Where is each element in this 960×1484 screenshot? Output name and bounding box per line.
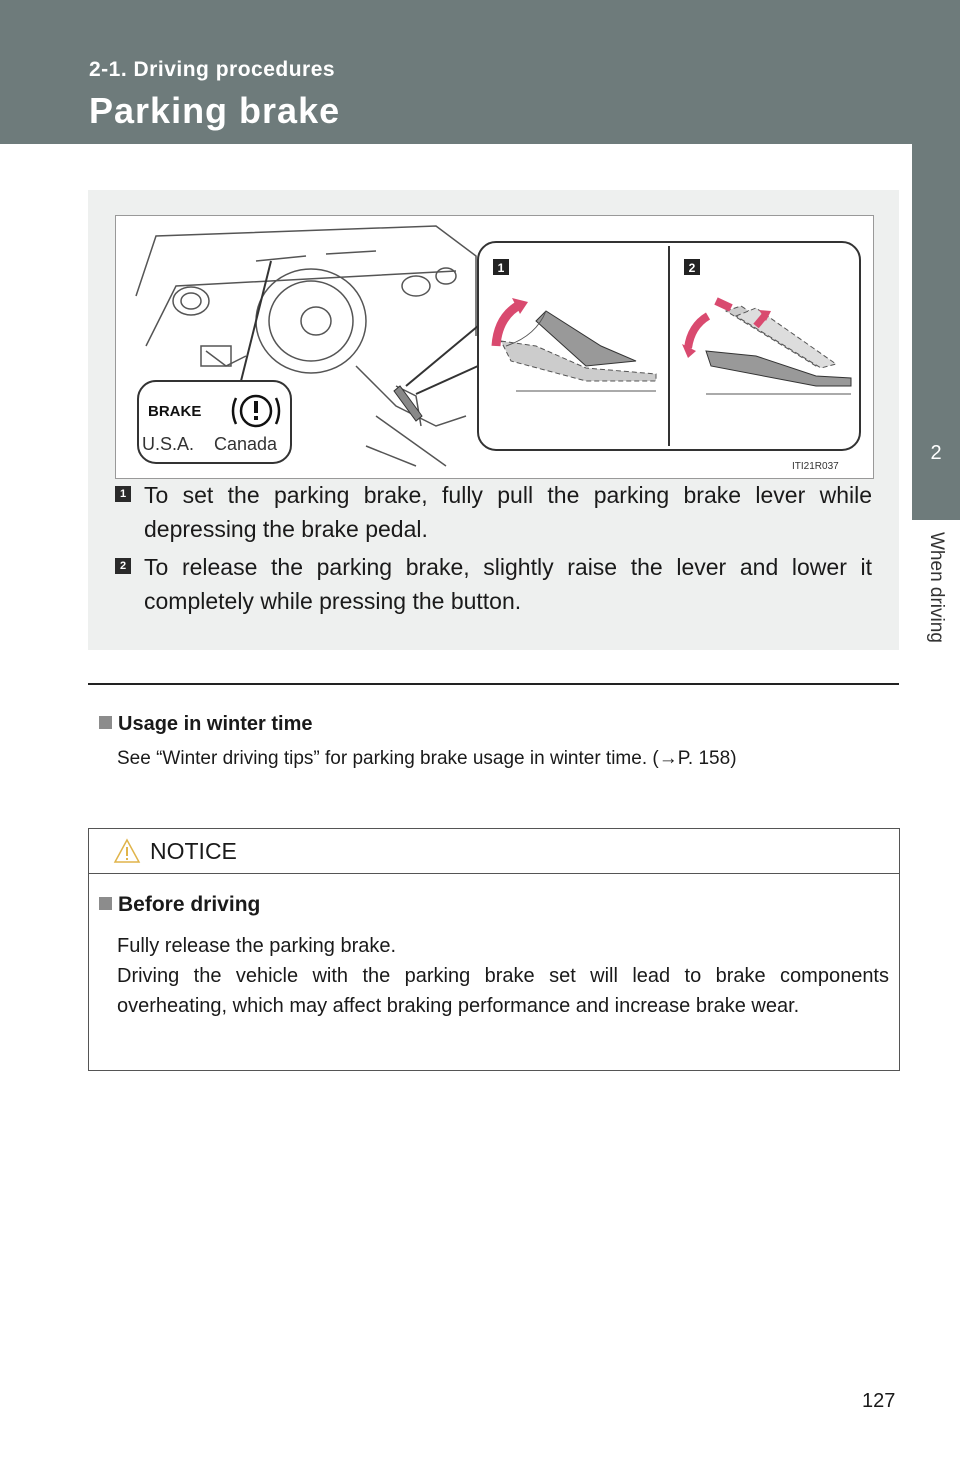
chapter-header — [0, 0, 960, 144]
notice-line-1: Fully release the parking brake. — [117, 935, 397, 957]
region-usa: U.S.A. — [142, 434, 195, 454]
parking-brake-illustration — [116, 216, 873, 478]
warning-triangle-icon — [113, 838, 141, 864]
section-label: 2-1. Driving procedures — [89, 58, 336, 81]
step-item-release — [115, 550, 872, 618]
notice-box — [88, 828, 900, 1071]
notice-header — [89, 829, 899, 874]
notice-title: NOTICE — [150, 838, 237, 864]
page-title: Parking brake — [89, 90, 341, 131]
side-tab-number: 2 — [930, 442, 942, 464]
step2-marker: 2 — [688, 261, 696, 275]
notice-line-2: Driving the vehicle with the parking brake set will lead to brake components overheating, which may affect braking performance and increase brake wear. — [117, 965, 889, 1017]
usage-text: See “Winter driving tips” for parking brake usage in winter time. (→P. 158) — [117, 748, 737, 769]
step1-marker: 1 — [497, 261, 505, 275]
section-divider — [88, 683, 899, 685]
notice-body — [117, 931, 889, 1021]
step-text: To set the parking brake, fully pull the parking brake lever while depressing the brake pedal. — [144, 482, 872, 542]
brake-indicator-text: BRAKE — [148, 403, 202, 420]
notice-subheading: Before driving — [99, 893, 260, 917]
region-canada: Canada — [214, 434, 278, 454]
step-text: To release the parking brake, slightly raise the lever and lower it completely while pressing the button. — [144, 554, 872, 614]
step-marker: 2 — [115, 558, 131, 574]
parking-brake-figure — [115, 215, 874, 479]
bullet-square-icon — [99, 716, 112, 729]
callout-line-indicator — [241, 261, 271, 381]
usage-heading: Usage in winter time — [99, 713, 313, 736]
callout-line-lever-a — [406, 326, 478, 386]
step-marker: 1 — [115, 486, 131, 502]
step-item-set — [115, 478, 872, 546]
side-tab-label: When driving — [926, 532, 947, 643]
step-list — [115, 478, 872, 622]
page-number: 127 — [862, 1390, 896, 1412]
figure-code: ITI21R037 — [792, 461, 839, 472]
bullet-square-icon — [99, 897, 112, 910]
